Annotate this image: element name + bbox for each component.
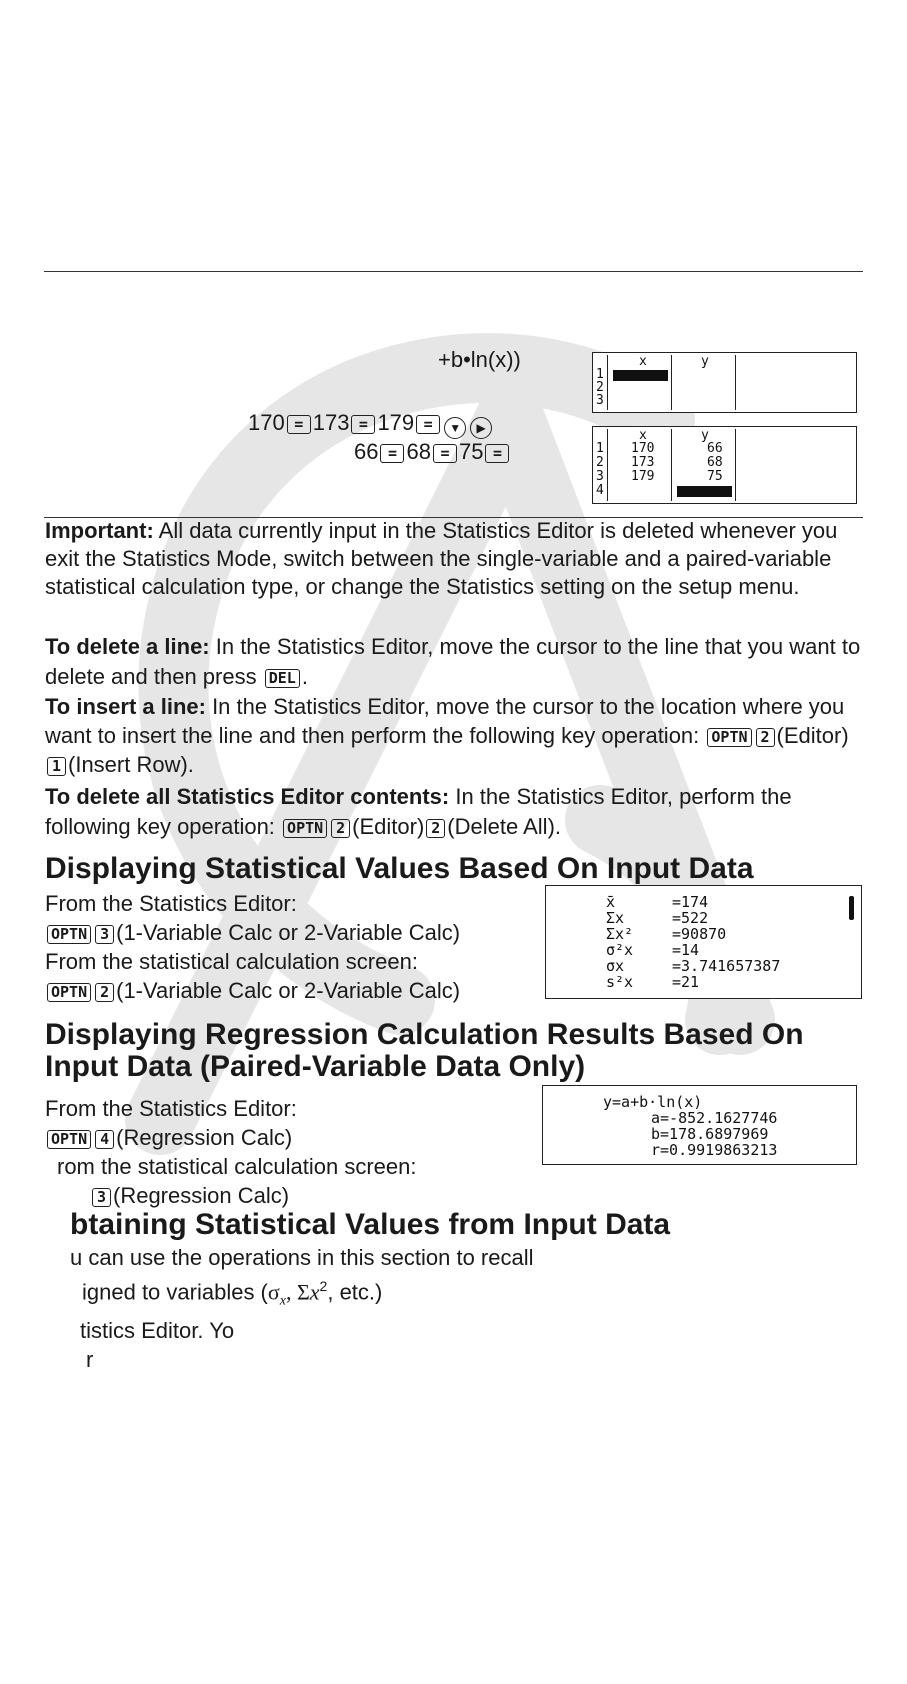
column-x-header: x (639, 428, 647, 443)
cell-y: 66 (707, 441, 723, 456)
period: . (301, 664, 308, 689)
from-calc-screen-label: rom the statistical calculation screen: (57, 1154, 417, 1179)
stat-name: σx (606, 957, 625, 975)
obtaining-line3: tistics Editor. Yo (80, 1317, 235, 1343)
value-170: 170 (248, 410, 285, 435)
equals-key: = (380, 444, 404, 463)
delete-all-instruction (45, 782, 865, 842)
row-number: 3 (596, 469, 604, 484)
delete-line-label: To delete a line: (45, 634, 210, 659)
section-title-obtaining: btaining Statistical Values from Input Data (70, 1208, 671, 1241)
equals-key: = (416, 415, 440, 434)
del-key-icon: DEL (265, 669, 300, 688)
value-179: 179 (377, 410, 415, 435)
down-arrow-icon: ▼ (444, 417, 466, 439)
stats-instructions (45, 889, 515, 1005)
lcd-regression-results (542, 1085, 857, 1165)
insert-line-instruction (45, 692, 865, 779)
important-label: Important: (45, 518, 154, 543)
delete-line-instruction (45, 632, 865, 692)
top-divider (44, 271, 863, 272)
key-3-icon: 3 (92, 1188, 111, 1207)
regression-label: (Regression Calc) (116, 1125, 293, 1150)
stat-value: =174 (672, 893, 709, 911)
lcd-editor-empty (592, 352, 857, 413)
regression-coefficient-a: a=-852.1627746 (651, 1109, 778, 1127)
cell-x: 170 (631, 441, 655, 456)
regression-coefficient-b: b=178.6897969 (651, 1125, 769, 1143)
stat-name: Σx (606, 909, 625, 927)
formula-fragment: +b•ln(x)) (438, 347, 521, 372)
row-number: 3 (596, 393, 604, 408)
equals-key: = (433, 444, 457, 463)
insert-line-text: In the Statistics Editor, move the cursor to the location where you want to insert the line and then perform the following key operation: (45, 694, 845, 748)
regression-formula: y=a+b·ln(x) (603, 1093, 703, 1111)
key-2-icon: 2 (756, 728, 775, 747)
right-arrow-icon: ▶ (470, 417, 492, 439)
obtaining-line4: r (86, 1346, 94, 1372)
obtaining-body (70, 1243, 670, 1374)
editor-cursor (677, 486, 732, 497)
stat-name: σ²x (606, 941, 634, 959)
optn-key-icon: OPTN (707, 728, 751, 747)
stat-name: Σx² (606, 925, 634, 943)
key-4-icon: 4 (95, 1130, 114, 1149)
optn-key-icon: OPTN (47, 983, 91, 1002)
obtaining-line2: igned to variables ($\sigma_x$, $\Sigma x^2$, etc.) (82, 1278, 383, 1309)
row-number: 2 (596, 455, 604, 470)
delete-all-label: To delete all Statistics Editor contents: (45, 784, 450, 809)
cell-x: 179 (631, 469, 655, 484)
stat-name: s²x (606, 973, 634, 991)
column-y-header: y (701, 354, 709, 369)
delete-line-text: In the Statistics Editor, move the cursor to the line that you want to delete and then press (45, 634, 861, 689)
key-2-icon: 2 (426, 819, 445, 838)
column-x-header: x (639, 354, 647, 369)
scroll-indicator (849, 896, 854, 920)
stat-value: =14 (672, 941, 700, 959)
correlation-coefficient-r: r=0.9919863213 (651, 1141, 778, 1159)
editor-cursor (613, 370, 668, 381)
cell-x: 173 (631, 455, 655, 470)
equals-key: = (351, 415, 375, 434)
value-68: 68 (406, 439, 431, 464)
value-75: 75 (458, 439, 484, 464)
regression-instructions (45, 1094, 515, 1210)
regression-title-line2: Input Data (Paired-Variable Data Only) (45, 1050, 586, 1083)
key-2-icon: 2 (331, 819, 350, 838)
stat-value: =90870 (672, 925, 727, 943)
section-title-regression (45, 1019, 804, 1083)
equals-key: = (485, 444, 509, 463)
row-number: 2 (596, 380, 604, 395)
from-editor-label: From the Statistics Editor: (45, 1096, 297, 1121)
stat-value: =21 (672, 973, 700, 991)
column-y-header: y (701, 428, 709, 443)
from-editor-label: From the Statistics Editor: (45, 891, 297, 916)
editor-label: (Editor) (776, 723, 849, 748)
key-sequence-y (354, 438, 511, 466)
optn-key-icon: OPTN (283, 819, 327, 838)
stat-value: =3.741657387 (672, 957, 781, 975)
important-note (45, 517, 865, 601)
stat-name: x̄ (606, 893, 616, 911)
row-number: 4 (596, 483, 604, 498)
row-number: 1 (596, 441, 604, 456)
insert-line-label: To insert a line: (45, 694, 206, 719)
insert-row-label: (Insert Row). (68, 752, 194, 777)
equals-key: = (287, 415, 311, 434)
from-calc-screen-label: From the statistical calculation screen: (45, 949, 418, 974)
key-1-icon: 1 (47, 757, 66, 776)
obtaining-line1: u can use the operations in this section to recall (70, 1245, 534, 1270)
regression-label: (Regression Calc) (113, 1183, 290, 1208)
value-66: 66 (354, 439, 379, 464)
regression-title-line1: Displaying Regression Calculation Results Based On (45, 1018, 804, 1051)
section-title-statistical-values: Displaying Statistical Values Based On Input Data (45, 852, 754, 885)
optn-key-icon: OPTN (47, 1130, 91, 1149)
cell-y: 75 (707, 469, 723, 484)
calc-label: (1-Variable Calc or 2-Variable Calc) (116, 978, 461, 1003)
row-number: 1 (596, 367, 604, 382)
key-3-icon: 3 (95, 925, 114, 944)
key-2-icon: 2 (95, 983, 114, 1002)
important-text: All data currently input in the Statistics Editor is deleted whenever you exit the Statistics Mode, switch between the single-variable and a paired-variable statistical calculation type, or change the Statistics setting on the setup menu. (45, 518, 838, 599)
delete-all-text: In the Statistics Editor, perform the following key operation: (45, 784, 792, 839)
key-sequence-x (248, 409, 494, 439)
stat-value: =522 (672, 909, 709, 927)
lcd-editor-filled (592, 426, 857, 504)
delete-all-label-text: (Delete All). (447, 814, 562, 839)
calc-label: (1-Variable Calc or 2-Variable Calc) (116, 920, 461, 945)
editor-label: (Editor) (352, 814, 425, 839)
lcd-statistical-results (545, 885, 862, 999)
cell-y: 68 (707, 455, 723, 470)
optn-key-icon: OPTN (47, 925, 91, 944)
value-173: 173 (312, 410, 350, 435)
